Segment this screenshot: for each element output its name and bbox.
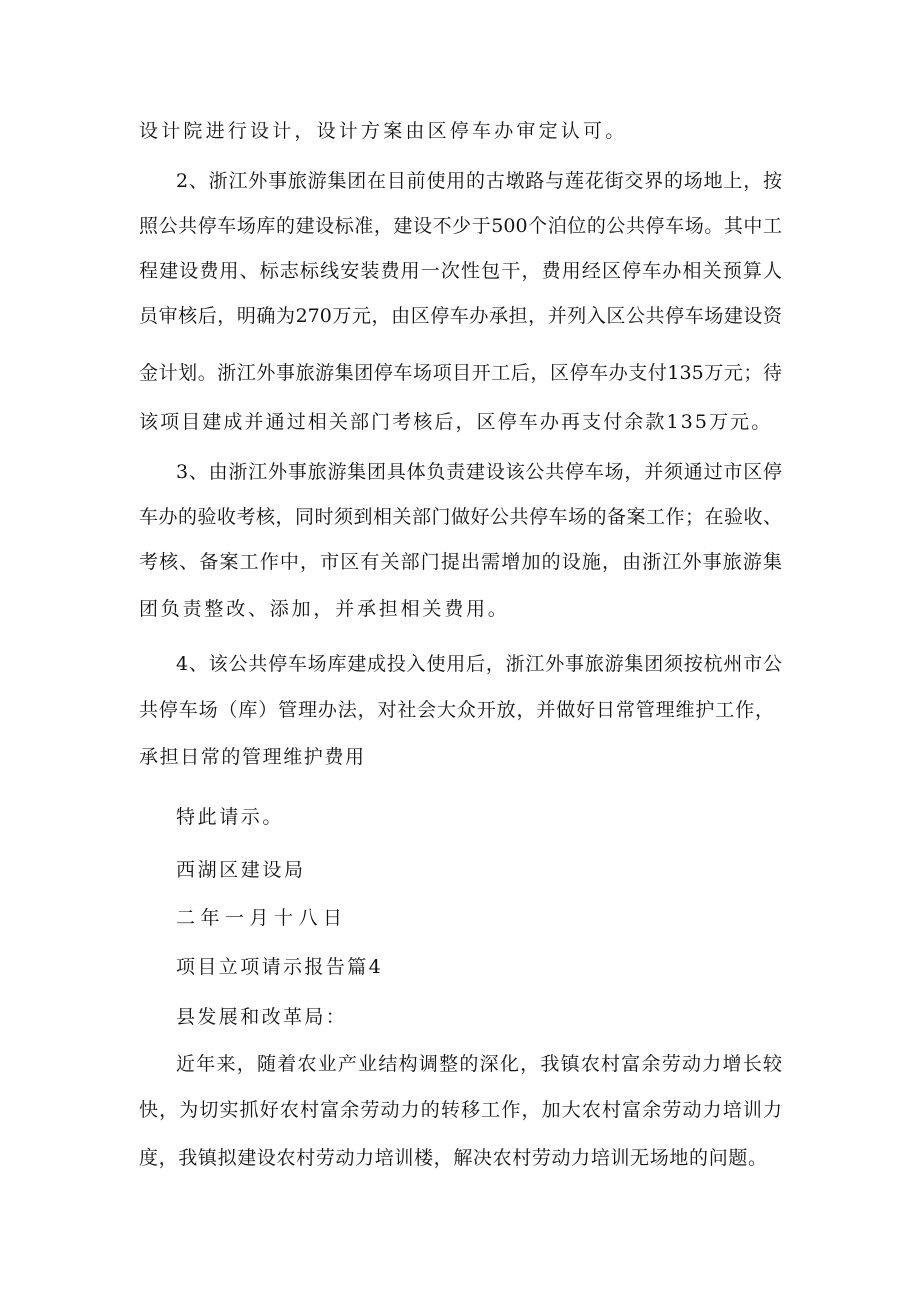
body-line: 金计划。浙江外事旅游集团停车场项目开工后，区停车办支付135万元；待 [139, 362, 782, 384]
signature-date: 二年一月十八日 [176, 907, 348, 929]
body-line: 设计院进行设计，设计方案由区停车办审定认可。 [139, 120, 628, 142]
body-line: 程建设费用、标志标线安装费用一次性包干，费用经区停车办相关预算人 [139, 260, 782, 282]
body-line: 员审核后，明确为270万元，由区停车办承担，并列入区公共停车场建设资 [139, 305, 782, 327]
body-line: 3、由浙江外事旅游集团具体负责建设该公共停车场，并须通过市区停 [176, 461, 782, 483]
section-title: 项目立项请示报告篇4 [176, 956, 384, 978]
body-line: 4、该公共停车场库建成投入使用后，浙江外事旅游集团须按杭州市公 [176, 653, 782, 675]
body-line: 共停车场（库）管理办法，对社会大众开放，并做好日常管理维护工作， [139, 699, 774, 721]
body-line: 近年来，随着农业产业结构调整的深化，我镇农村富余劳动力增长较 [176, 1053, 782, 1075]
body-line: 快，为切实抓好农村富余劳动力的转移工作，加大农村富余劳动力培训力 [139, 1099, 782, 1121]
recipient-line: 县发展和改革局： [176, 1006, 348, 1028]
body-line: 照公共停车场库的建设标准，建设不少于500个泊位的公共停车场。其中工 [139, 215, 782, 237]
body-line: 承担日常的管理维护费用 [139, 746, 366, 768]
body-line: 考核、备案工作中，市区有关部门提出需增加的设施，由浙江外事旅游集 [139, 551, 782, 573]
body-line: 度，我镇拟建设农村劳动力培训楼，解决农村劳动力培训无场地的问题。 [139, 1147, 767, 1169]
body-line: 2、浙江外事旅游集团在目前使用的古墩路与莲花街交界的场地上，按 [176, 170, 782, 192]
signature-org: 西湖区建设局 [176, 859, 306, 881]
closing-line: 特此请示。 [176, 806, 285, 828]
body-line: 该项目建成并通过相关部门考核后，区停车办再支付余款135万元。 [139, 411, 773, 433]
body-line: 车办的验收考核，同时须到相关部门做好公共停车场的备案工作；在验收、 [139, 506, 782, 528]
body-line: 团负责整改、添加，并承担相关费用。 [139, 598, 510, 620]
